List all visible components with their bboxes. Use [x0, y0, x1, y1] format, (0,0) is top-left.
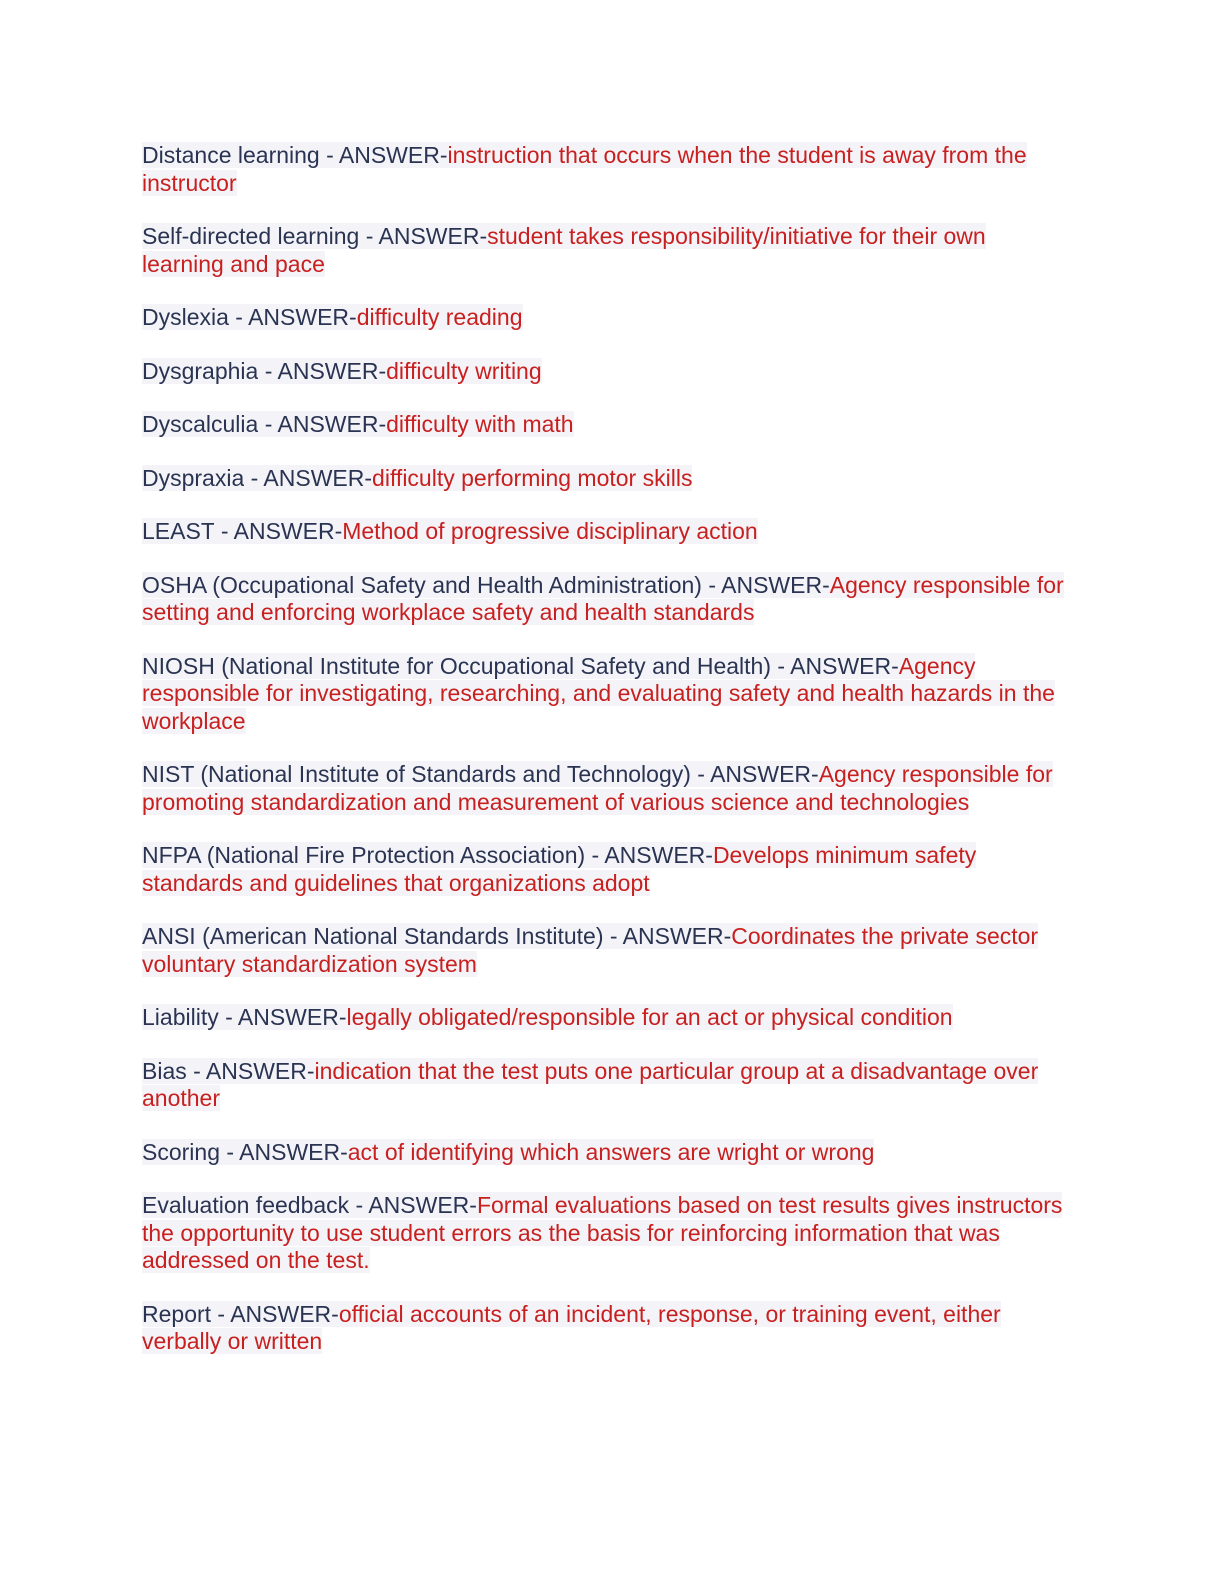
answer-separator: - ANSWER- — [701, 571, 830, 598]
flashcard-entry — [142, 1139, 1072, 1167]
answer-separator: - ANSWER- — [585, 842, 713, 868]
flashcard-entry — [142, 518, 1072, 546]
flashcard-entry — [142, 142, 1072, 197]
flashcard-entry — [142, 304, 1072, 332]
entry-definition: Develops minimum safety standards and guidelines that organizations adopt — [142, 842, 977, 896]
entry-definition: indication that the test puts one particular group at a disadvantage over another — [142, 1057, 1039, 1111]
entry-term: Dysgraphia — [142, 357, 259, 384]
entry-definition: Coordinates the private sector voluntary standardization system — [142, 923, 1039, 977]
answer-separator: - ANSWER- — [228, 304, 357, 330]
answer-separator: - ANSWER- — [349, 1192, 477, 1218]
flashcard-entry — [142, 842, 1072, 897]
answer-separator: - ANSWER- — [258, 357, 387, 384]
answer-separator: - ANSWER- — [219, 1138, 348, 1165]
entry-term: Bias — [142, 1057, 187, 1084]
entry-definition: Agency responsible for promoting standardization and measurement of various science and technologies — [142, 761, 1053, 815]
entry-term: Dyslexia — [142, 304, 229, 330]
flashcard-entry — [142, 411, 1072, 439]
answer-separator: - ANSWER- — [211, 1300, 339, 1327]
flashcard-entry — [142, 761, 1072, 816]
entry-term: Liability — [142, 1004, 219, 1030]
answer-separator: - ANSWER- — [218, 1004, 347, 1030]
answer-separator: - ANSWER- — [186, 1057, 315, 1084]
flashcard-entry — [142, 1004, 1072, 1032]
entry-term: NIOSH (National Institute for Occupational Safety and Health) — [142, 652, 771, 679]
flashcard-entry — [142, 572, 1072, 627]
entry-definition: Agency responsible for investigating, researching, and evaluating safety and health hazards in the workplace — [142, 652, 1055, 734]
entry-term: Dyspraxia — [142, 464, 245, 491]
answer-separator: - ANSWER- — [359, 223, 488, 249]
entry-term: Scoring — [142, 1138, 220, 1165]
entry-definition: difficulty writing — [386, 357, 542, 384]
answer-separator: - ANSWER- — [244, 464, 373, 491]
entry-definition: act of identifying which answers are wright or wrong — [347, 1138, 875, 1165]
entry-definition: Method of progressive disciplinary action — [342, 518, 758, 544]
entry-definition: difficulty reading — [356, 304, 523, 330]
entry-definition: student takes responsibility/initiative for their own learning and pace — [142, 223, 986, 277]
entry-definition: instruction that occurs when the student is away from the instructor — [142, 142, 1027, 196]
entry-definition: difficulty with math — [386, 411, 574, 437]
answer-separator: - ANSWER- — [690, 761, 819, 787]
entry-term: LEAST — [142, 518, 215, 544]
flashcard-entry — [142, 1058, 1072, 1113]
answer-separator: - ANSWER- — [258, 411, 387, 437]
answer-separator: - ANSWER- — [770, 652, 899, 679]
flashcard-list — [142, 142, 1072, 1382]
entry-term: Self-directed learning — [142, 223, 360, 249]
entry-term: NIST (National Institute of Standards and Technology) — [142, 761, 691, 787]
flashcard-entry — [142, 465, 1072, 493]
flashcard-entry — [142, 1301, 1072, 1356]
entry-term: NFPA (National Fire Protection Association) — [142, 842, 586, 868]
flashcard-entry — [142, 1192, 1072, 1275]
answer-separator: - ANSWER- — [603, 923, 732, 949]
entry-definition: official accounts of an incident, response, or training event, either verbally or written — [142, 1300, 1001, 1354]
entry-definition: legally obligated/responsible for an act or physical condition — [346, 1004, 953, 1030]
flashcard-entry — [142, 358, 1072, 386]
entry-term: Evaluation feedback — [142, 1192, 350, 1218]
entry-definition: Formal evaluations based on test results gives instructors the opportunity to use student errors as the basis for reinforcing information that was addressed on the test. — [142, 1192, 1063, 1273]
entry-term: ANSI (American National Standards Institute) — [142, 923, 604, 949]
entry-term: Report — [142, 1300, 212, 1327]
entry-definition: Agency responsible for setting and enforcing workplace safety and health standards — [142, 571, 1064, 625]
entry-term: OSHA (Occupational Safety and Health Administration) — [142, 571, 702, 598]
entry-definition: difficulty performing motor skills — [372, 464, 693, 491]
flashcard-entry — [142, 923, 1072, 978]
answer-separator: - ANSWER- — [214, 518, 343, 544]
flashcard-entry — [142, 223, 1072, 278]
answer-separator: - ANSWER- — [319, 142, 448, 168]
entry-term: Distance learning — [142, 142, 320, 168]
flashcard-entry — [142, 653, 1072, 736]
entry-term: Dyscalculia — [142, 411, 259, 437]
